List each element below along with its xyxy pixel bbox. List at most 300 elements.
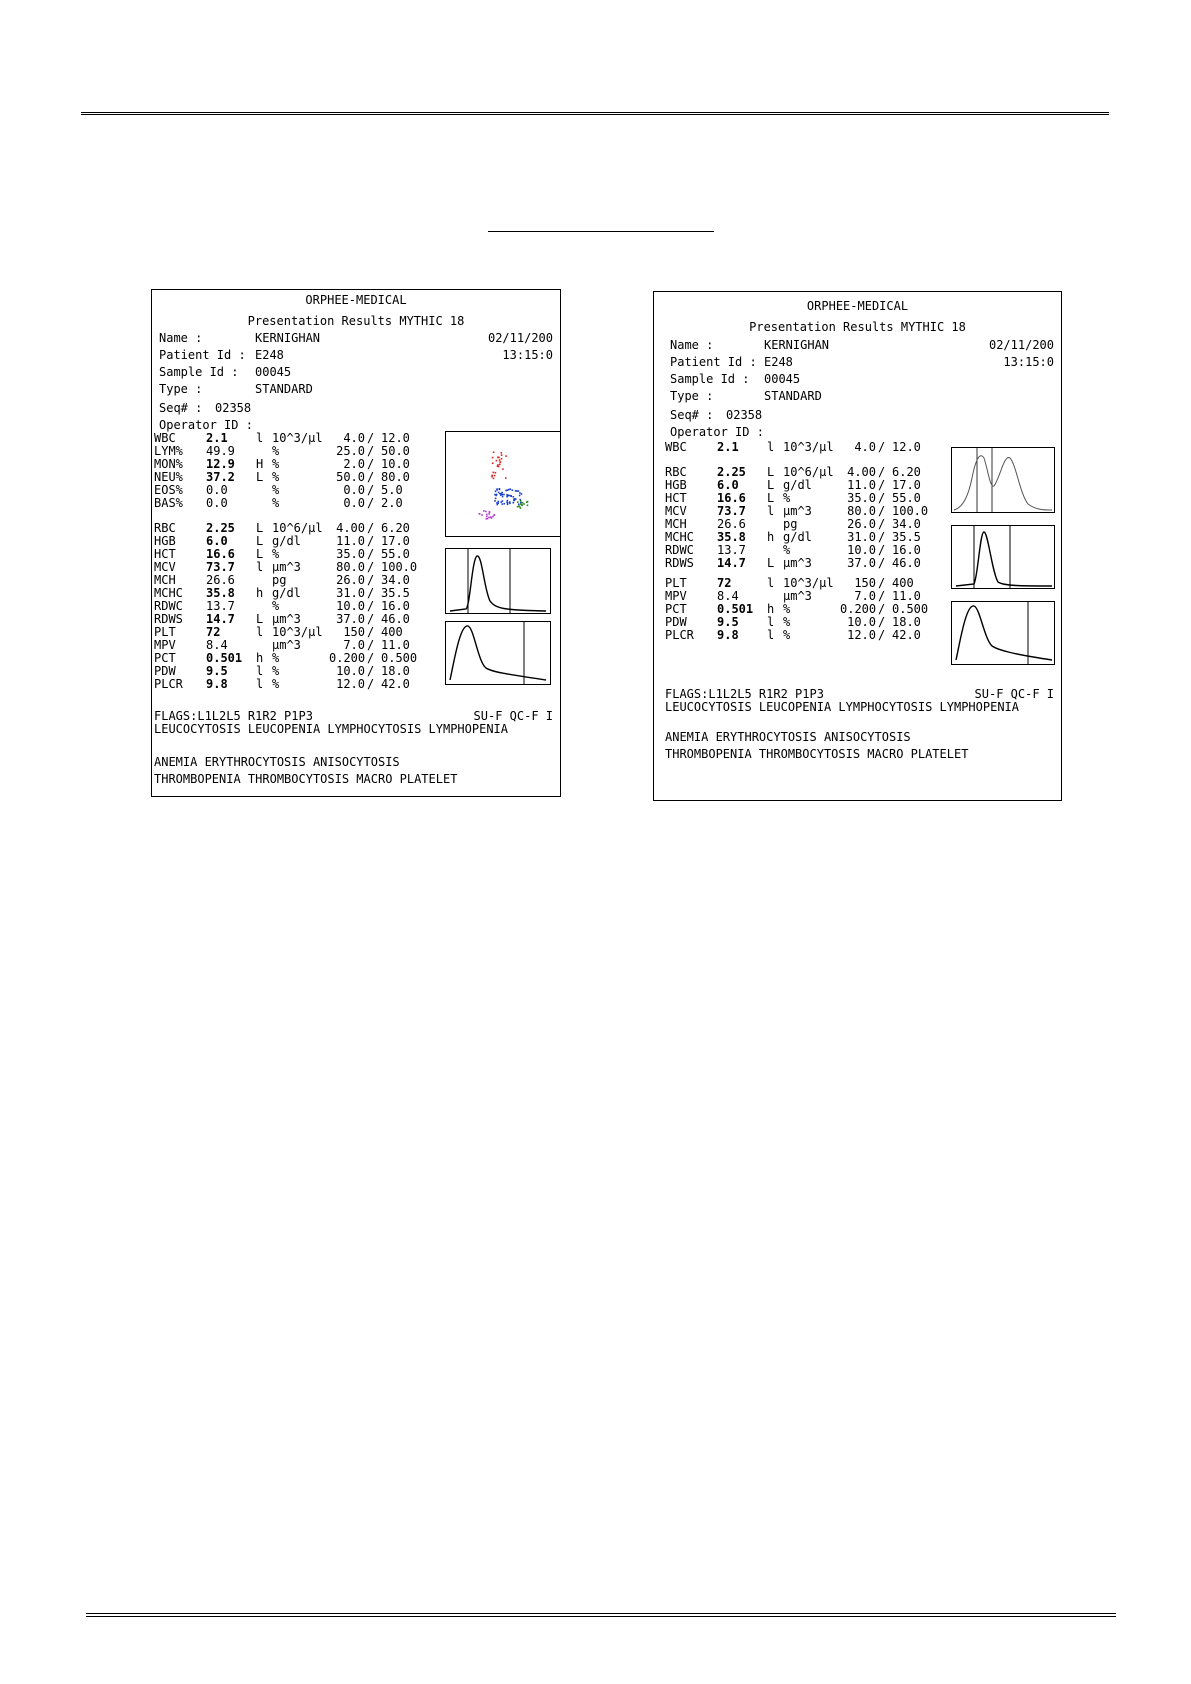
param-value: 37.2: [206, 470, 235, 484]
scatter-dot: [516, 490, 518, 492]
rbc-histogram: [445, 548, 551, 614]
param-flag: l: [767, 628, 775, 642]
scatter-dot: [499, 493, 501, 495]
patient-id: E248: [764, 355, 793, 369]
scatter-dot: [502, 494, 504, 496]
param-unit: %: [272, 457, 280, 471]
param-unit: %: [272, 664, 280, 678]
param-high: 12.0: [381, 431, 410, 445]
param-unit: %: [272, 651, 280, 665]
param-name: MCH: [154, 573, 176, 587]
param-value: 72: [206, 625, 221, 639]
param-high: 16.0: [381, 599, 410, 613]
scatter-dot: [500, 461, 502, 463]
param-high: 80.0: [381, 470, 410, 484]
range-separator: /: [367, 496, 375, 510]
scatter-dot: [505, 477, 507, 479]
scatter-dot: [486, 518, 488, 520]
param-low: 25.0: [336, 444, 365, 458]
param-low: 12.0: [847, 628, 876, 642]
param-value: 49.9: [206, 444, 235, 458]
param-flag: L: [767, 478, 775, 492]
param-value: 14.7: [717, 556, 746, 570]
param-value: 9.8: [717, 628, 739, 642]
param-unit: 10^3/µl: [783, 576, 834, 590]
param-unit: %: [272, 599, 280, 613]
wbc-scatter-svg: [446, 432, 560, 536]
param-flag: L: [256, 547, 264, 561]
range-separator: /: [367, 638, 375, 652]
param-value: 8.4: [717, 589, 739, 603]
scatter-dot: [520, 500, 522, 502]
param-high: 5.0: [381, 483, 403, 497]
range-separator: /: [878, 602, 886, 616]
scatter-dot: [497, 465, 499, 467]
param-flag: L: [256, 612, 264, 626]
range-separator: /: [878, 556, 886, 570]
report-subtitle: Presentation Results MYTHIC 18: [749, 320, 966, 334]
plt-histogram: [445, 621, 551, 685]
param-value: 9.5: [206, 664, 228, 678]
seq-label: Seq# :: [159, 401, 203, 415]
range-separator: /: [878, 478, 886, 492]
param-unit: 10^3/µl: [272, 431, 323, 445]
heading-underline: [488, 231, 714, 232]
param-low: 150: [854, 576, 876, 590]
param-unit: %: [272, 677, 280, 691]
param-unit: µm^3: [783, 504, 812, 518]
param-unit: %: [783, 543, 791, 557]
scatter-dot: [519, 492, 521, 494]
scatter-dot: [499, 464, 501, 466]
param-high: 55.0: [381, 547, 410, 561]
patient-id: E248: [255, 348, 284, 362]
range-separator: /: [367, 483, 375, 497]
param-low: 11.0: [336, 534, 365, 548]
range-separator: /: [878, 440, 886, 454]
param-low: 37.0: [847, 556, 876, 570]
param-low: 4.00: [336, 521, 365, 535]
param-high: 16.0: [892, 543, 921, 557]
param-name: MCV: [154, 560, 176, 574]
param-name: MCV: [665, 504, 687, 518]
param-low: 37.0: [336, 612, 365, 626]
param-unit: 10^6/µl: [783, 465, 834, 479]
scatter-dot: [510, 488, 512, 490]
param-high: 6.20: [381, 521, 410, 535]
param-unit: µm^3: [783, 589, 812, 603]
param-flag: l: [767, 576, 775, 590]
param-unit: %: [783, 491, 791, 505]
param-high: 17.0: [381, 534, 410, 548]
param-value: 72: [717, 576, 732, 590]
param-flag: L: [767, 465, 775, 479]
param-name: MCHC: [154, 586, 183, 600]
param-name: PLCR: [154, 677, 183, 691]
range-separator: /: [367, 534, 375, 548]
param-high: 42.0: [892, 628, 921, 642]
scatter-dot: [497, 504, 499, 506]
bottom-rule: [86, 1613, 1116, 1617]
report-date: 02/11/200: [988, 338, 1054, 352]
range-separator: /: [878, 615, 886, 629]
range-separator: /: [367, 625, 375, 639]
flags-line: FLAGS:L1L2L5 R1R2 P1P3: [154, 709, 313, 723]
report-title: ORPHEE-MEDICAL: [806, 299, 909, 313]
scatter-dot: [518, 504, 520, 506]
param-flag: h: [256, 586, 264, 600]
param-name: MPV: [154, 638, 176, 652]
param-value: 6.0: [206, 534, 228, 548]
param-high: 46.0: [892, 556, 921, 570]
param-unit: %: [272, 483, 280, 497]
scatter-dot: [489, 511, 491, 513]
param-unit: µm^3: [272, 560, 301, 574]
scatter-dot: [513, 496, 515, 498]
scatter-dot: [481, 514, 483, 516]
param-unit: 10^6/µl: [272, 521, 323, 535]
param-flag: L: [767, 556, 775, 570]
param-high: 50.0: [381, 444, 410, 458]
patient-id-label: Patient Id :: [159, 348, 246, 362]
scatter-dot: [492, 457, 494, 459]
sample-type: STANDARD: [764, 389, 822, 403]
param-high: 100.0: [381, 560, 418, 574]
param-name: LYM%: [154, 444, 183, 458]
scatter-dot: [502, 496, 504, 498]
param-flag: l: [767, 504, 775, 518]
range-separator: /: [367, 677, 375, 691]
flags-right: SU-F QC-F I: [974, 687, 1054, 701]
param-low: 12.0: [336, 677, 365, 691]
scatter-dot: [499, 488, 501, 490]
name-label: Name :: [159, 331, 203, 345]
param-high: 42.0: [381, 677, 410, 691]
param-name: HCT: [154, 547, 176, 561]
range-separator: /: [367, 547, 375, 561]
scatter-dot: [505, 490, 507, 492]
param-value: 9.5: [717, 615, 739, 629]
param-high: 400: [892, 576, 914, 590]
param-low: 80.0: [847, 504, 876, 518]
patient-id-label: Patient Id :: [670, 355, 757, 369]
range-separator: /: [878, 491, 886, 505]
range-separator: /: [367, 651, 375, 665]
scatter-dot: [498, 457, 500, 459]
param-name: HCT: [665, 491, 687, 505]
param-value: 16.6: [206, 547, 235, 561]
param-value: 0.0: [206, 483, 228, 497]
param-value: 2.1: [206, 431, 228, 445]
param-value: 6.0: [717, 478, 739, 492]
report-time: 13:15:0: [502, 348, 553, 362]
range-separator: /: [878, 589, 886, 603]
param-high: 18.0: [892, 615, 921, 629]
param-unit: %: [272, 496, 280, 510]
param-flag: L: [256, 521, 264, 535]
param-low: 7.0: [343, 638, 365, 652]
param-name: HGB: [665, 478, 687, 492]
param-unit: pg: [783, 517, 798, 531]
param-flag: l: [767, 440, 775, 454]
param-flag: l: [256, 560, 264, 574]
param-high: 34.0: [892, 517, 921, 531]
param-name: PDW: [154, 664, 176, 678]
sample-id: 00045: [255, 365, 292, 379]
param-high: 34.0: [381, 573, 410, 587]
param-low: 4.0: [343, 431, 365, 445]
range-separator: /: [878, 576, 886, 590]
range-separator: /: [367, 599, 375, 613]
scatter-dot: [493, 478, 495, 480]
scatter-dot: [488, 517, 490, 519]
param-high: 46.0: [381, 612, 410, 626]
scatter-dot: [509, 503, 511, 505]
scatter-dot: [509, 495, 511, 497]
param-unit: g/dl: [272, 534, 301, 548]
scatter-dot: [498, 492, 500, 494]
param-high: 35.5: [381, 586, 410, 600]
param-high: 11.0: [892, 589, 921, 603]
param-value: 12.9: [206, 457, 235, 471]
param-unit: %: [272, 470, 280, 484]
scatter-dot: [498, 501, 500, 503]
param-high: 17.0: [892, 478, 921, 492]
scatter-dot: [522, 504, 524, 506]
param-low: 10.0: [336, 599, 365, 613]
scatter-dot: [497, 502, 499, 504]
scatter-dot: [483, 510, 485, 512]
type-label: Type :: [670, 389, 714, 403]
param-flag: L: [256, 534, 264, 548]
param-name: NEU%: [154, 470, 183, 484]
scatter-dot: [495, 491, 497, 493]
name-label: Name :: [670, 338, 714, 352]
param-high: 6.20: [892, 465, 921, 479]
param-name: MPV: [665, 589, 687, 603]
param-low: 7.0: [854, 589, 876, 603]
param-name: RDWC: [154, 599, 183, 613]
sample-id: 00045: [764, 372, 801, 386]
scatter-dot: [492, 516, 494, 518]
param-low: 80.0: [336, 560, 365, 574]
range-separator: /: [878, 628, 886, 642]
param-unit: µm^3: [272, 638, 301, 652]
param-flag: l: [256, 664, 264, 678]
param-flag: L: [256, 470, 264, 484]
param-unit: 10^3/µl: [272, 625, 323, 639]
param-flag: h: [767, 530, 775, 544]
scatter-dot: [485, 511, 487, 513]
param-name: RDWC: [665, 543, 694, 557]
param-value: 2.1: [717, 440, 739, 454]
seq-number: 02358: [215, 401, 252, 415]
param-low: 26.0: [336, 573, 365, 587]
scatter-dot: [492, 462, 494, 464]
plt-histogram-svg: [952, 602, 1054, 664]
wbc-messages: LEUCOCYTOSIS LEUCOPENIA LYMPHOCYTOSIS LYMPHOPENIA: [154, 722, 509, 736]
range-separator: /: [367, 457, 375, 471]
param-name: RDWS: [665, 556, 694, 570]
scatter-dot: [519, 506, 521, 508]
param-unit: %: [783, 615, 791, 629]
range-separator: /: [878, 530, 886, 544]
scatter-dot: [508, 489, 510, 491]
param-unit: %: [783, 602, 791, 616]
scatter-dot: [519, 499, 521, 501]
param-flag: l: [256, 625, 264, 639]
param-high: 55.0: [892, 491, 921, 505]
sample-id-label: Sample Id :: [670, 372, 750, 386]
top-rule: [81, 112, 1109, 115]
scatter-dot: [496, 489, 498, 491]
scatter-dot: [496, 494, 498, 496]
param-value: 26.6: [206, 573, 235, 587]
report-time: 13:15:0: [1003, 355, 1054, 369]
plt-messages: THROMBOPENIA THROMBOCYTOSIS MACRO PLATELET: [665, 747, 969, 761]
scatter-dot: [507, 504, 509, 506]
scatter-dot: [493, 514, 495, 516]
param-low: 10.0: [847, 615, 876, 629]
param-name: PCT: [665, 602, 687, 616]
param-unit: %: [272, 444, 280, 458]
param-value: 2.25: [717, 465, 746, 479]
scatter-dot: [494, 494, 496, 496]
param-value: 0.501: [717, 602, 754, 616]
param-low: 31.0: [336, 586, 365, 600]
param-unit: pg: [272, 573, 287, 587]
scatter-dot: [495, 498, 497, 500]
wbc-histogram-svg: [952, 448, 1054, 512]
range-separator: /: [367, 612, 375, 626]
scatter-dot: [490, 516, 492, 518]
param-name: WBC: [154, 431, 176, 445]
patient-name: KERNIGHAN: [255, 331, 321, 345]
range-separator: /: [367, 444, 375, 458]
param-low: 0.200: [840, 602, 877, 616]
scatter-dot: [501, 458, 503, 460]
param-unit: g/dl: [783, 478, 812, 492]
param-name: EOS%: [154, 483, 183, 497]
param-unit: %: [272, 547, 280, 561]
scatter-dot: [504, 503, 506, 505]
range-separator: /: [367, 573, 375, 587]
report-subtitle: Presentation Results MYTHIC 18: [247, 314, 465, 328]
param-low: 31.0: [847, 530, 876, 544]
type-label: Type :: [159, 382, 203, 396]
scatter-dot: [502, 503, 504, 505]
param-name: MCH: [665, 517, 687, 531]
param-name: RDWS: [154, 612, 183, 626]
scatter-dot: [501, 452, 503, 454]
patient-name: KERNIGHAN: [764, 338, 830, 352]
flags-line: FLAGS:L1L2L5 R1R2 P1P3: [665, 687, 824, 701]
plt-histogram-svg: [446, 622, 550, 684]
param-low: 10.0: [847, 543, 876, 557]
param-high: 400: [381, 625, 403, 639]
param-unit: 10^3/µl: [783, 440, 834, 454]
param-value: 13.7: [206, 599, 235, 613]
scatter-dot: [510, 496, 512, 498]
scatter-dot: [502, 468, 504, 470]
scatter-dot: [494, 475, 496, 477]
scatter-dot: [499, 459, 501, 461]
param-flag: l: [256, 677, 264, 691]
param-high: 2.0: [381, 496, 403, 510]
param-value: 0.0: [206, 496, 228, 510]
param-low: 0.0: [343, 483, 365, 497]
param-unit: µm^3: [272, 612, 301, 626]
param-high: 35.5: [892, 530, 921, 544]
scatter-dot: [519, 495, 521, 497]
range-separator: /: [878, 517, 886, 531]
param-name: RBC: [665, 465, 687, 479]
param-low: 0.200: [329, 651, 366, 665]
param-name: PLT: [665, 576, 687, 590]
param-name: PLT: [154, 625, 176, 639]
param-value: 8.4: [206, 638, 228, 652]
rbc-messages: ANEMIA ERYTHROCYTOSIS ANISOCYTOSIS: [154, 755, 400, 769]
sample-type: STANDARD: [255, 382, 313, 396]
scatter-dot: [493, 451, 495, 453]
scatter-dot: [520, 507, 522, 509]
range-separator: /: [367, 431, 375, 445]
scatter-dot: [520, 502, 522, 504]
param-name: WBC: [665, 440, 687, 454]
param-value: 2.25: [206, 521, 235, 535]
plt-messages: THROMBOPENIA THROMBOCYTOSIS MACRO PLATELET: [154, 772, 458, 786]
param-value: 35.8: [717, 530, 746, 544]
scatter-dot: [503, 494, 505, 496]
param-unit: g/dl: [272, 586, 301, 600]
param-name: HGB: [154, 534, 176, 548]
param-high: 10.0: [381, 457, 410, 471]
range-separator: /: [367, 664, 375, 678]
scatter-dot: [521, 493, 523, 495]
scatter-dot: [507, 500, 509, 502]
param-value: 35.8: [206, 586, 235, 600]
param-high: 12.0: [892, 440, 921, 454]
param-high: 100.0: [892, 504, 929, 518]
param-unit: %: [783, 628, 791, 642]
scatter-dot: [500, 501, 502, 503]
param-value: 73.7: [206, 560, 235, 574]
range-separator: /: [367, 560, 375, 574]
scatter-dot: [518, 490, 520, 492]
report-title: ORPHEE-MEDICAL: [305, 293, 407, 307]
scatter-dot: [517, 506, 519, 508]
scatter-dot: [527, 505, 529, 507]
param-name: BAS%: [154, 496, 183, 510]
param-low: 50.0: [336, 470, 365, 484]
param-high: 0.500: [892, 602, 929, 616]
wbc-histogram: [951, 447, 1055, 513]
param-name: MCHC: [665, 530, 694, 544]
param-name: PDW: [665, 615, 687, 629]
range-separator: /: [367, 586, 375, 600]
scatter-dot: [488, 513, 490, 515]
scatter-dot: [496, 460, 498, 462]
scatter-dot: [527, 501, 529, 503]
scatter-dot: [507, 502, 509, 504]
param-flag: h: [767, 602, 775, 616]
scatter-dot: [513, 502, 515, 504]
param-name: PLCR: [665, 628, 694, 642]
range-separator: /: [367, 470, 375, 484]
scatter-dot: [493, 472, 495, 474]
param-unit: µm^3: [783, 556, 812, 570]
rbc-histogram-svg: [446, 549, 550, 613]
